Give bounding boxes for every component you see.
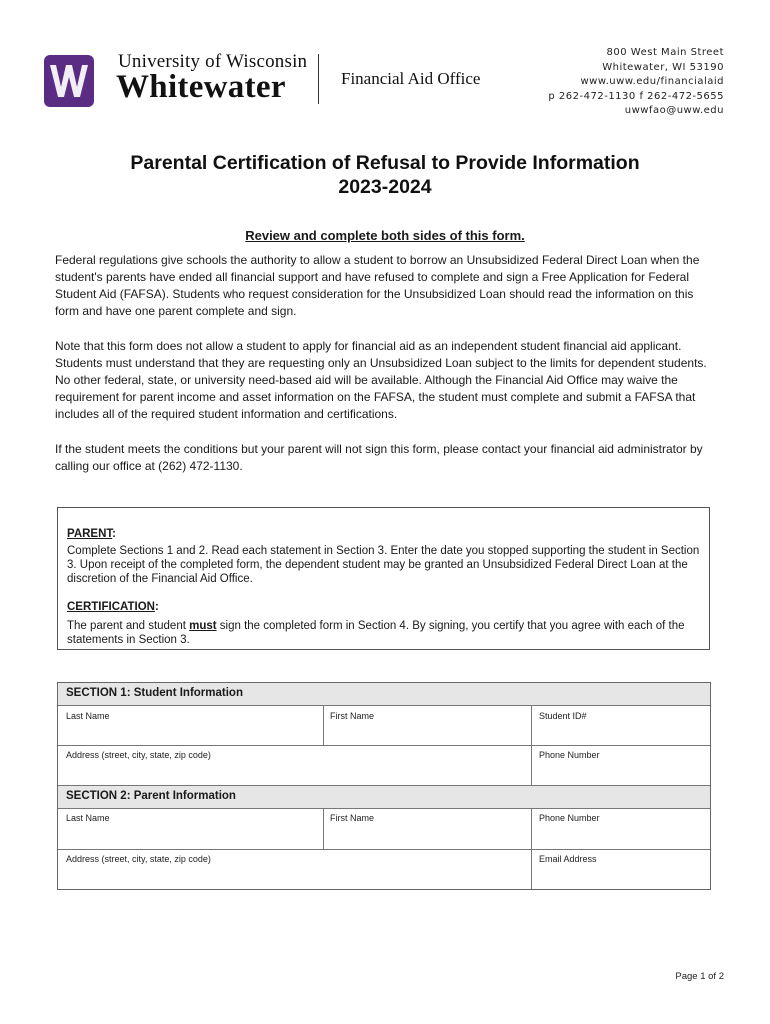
parent-instructions-text: Complete Sections 1 and 2. Read each statement in Section 3. Enter the date you stopped supporting the student in Section 3. Upon receipt of the completed form, the dependent student may be granted an Unsubsidized Federal Direct Loan at the discretion of the Financial Aid Office. [67, 545, 700, 585]
s1-first-name-field[interactable]: First Name [330, 711, 375, 721]
s2-last-name-field[interactable]: Last Name [66, 813, 110, 823]
parent-instructions-box [57, 507, 710, 650]
header-divider [318, 54, 319, 104]
certification-text: The parent and student must sign the completed form in Section 4. By signing, you certify that you agree with each of the statements in Section 3. [67, 620, 685, 646]
s1-student-id-field[interactable]: Student ID# [539, 711, 587, 721]
s2-first-name-field[interactable]: First Name [330, 813, 375, 823]
must-emphasis: must [189, 620, 217, 632]
form-title: Parental Certification of Refusal to Provide Information [130, 152, 640, 174]
note-paragraph: Note that this form does not allow a student to apply for financial aid as an independent student financial aid applicant. Students must understand that they are requesting only an Unsubsidized Loan subject to the limits for dependent students. No other federal, state, or university need-based aid will be available. Although the Financial Aid Office may waive the requirement for parent income and asset information on the FAFSA, the student must complete and submit a FAFSA that includes all of the required student information and certifications. [55, 339, 707, 421]
s2-address-field[interactable]: Address (street, city, state, zip code) [66, 854, 211, 864]
form-year: 2023-2024 [338, 176, 432, 198]
page-number: Page 1 of 2 [675, 971, 724, 982]
intro-paragraph: Federal regulations give schools the authority to allow a student to borrow an Unsubsidized Federal Direct Loan when the student's parents have ended all financial support and have refused to complete and sign a Free Application for Federal Student Aid (FAFSA). Students who request consideration for the Unsubsidized Loan should read the information on this form and have one parent complete and sign. [55, 253, 700, 318]
contact-phone-fax: p 262-472-1130 f 262-472-5655 [548, 90, 724, 102]
review-note: Review and complete both sides of this form. [245, 228, 525, 243]
section1-heading: SECTION 1: Student Information [58, 683, 710, 705]
s1-last-name-field[interactable]: Last Name [66, 711, 110, 721]
contact-website[interactable]: www.uww.edu/financialaid [580, 76, 724, 87]
contact-block [548, 46, 724, 119]
certification-heading: CERTIFICATION: [67, 601, 159, 613]
parent-heading: PARENT: [67, 528, 116, 540]
contact-email[interactable]: uwwfao@uww.edu [624, 105, 724, 116]
s2-phone-field[interactable]: Phone Number [539, 813, 600, 823]
university-logo-mark [44, 55, 94, 107]
section2-heading: SECTION 2: Parent Information [58, 786, 710, 808]
contact-address: 800 West Main Street [606, 47, 724, 58]
information-sections [57, 682, 711, 890]
contact-city: Whitewater, WI 53190 [602, 61, 724, 73]
office-name: Financial Aid Office [341, 69, 481, 88]
university-line: University of Wisconsin [118, 51, 308, 72]
s1-phone-field[interactable]: Phone Number [539, 750, 600, 760]
university-name: Whitewater [116, 69, 286, 105]
s2-email-field[interactable]: Email Address [539, 854, 597, 864]
contact-paragraph: If the student meets the conditions but your parent will not sign this form, please contact your financial aid administrator by calling our office at (262) 472-1130. [55, 442, 703, 473]
s1-address-field[interactable]: Address (street, city, state, zip code) [66, 750, 211, 760]
